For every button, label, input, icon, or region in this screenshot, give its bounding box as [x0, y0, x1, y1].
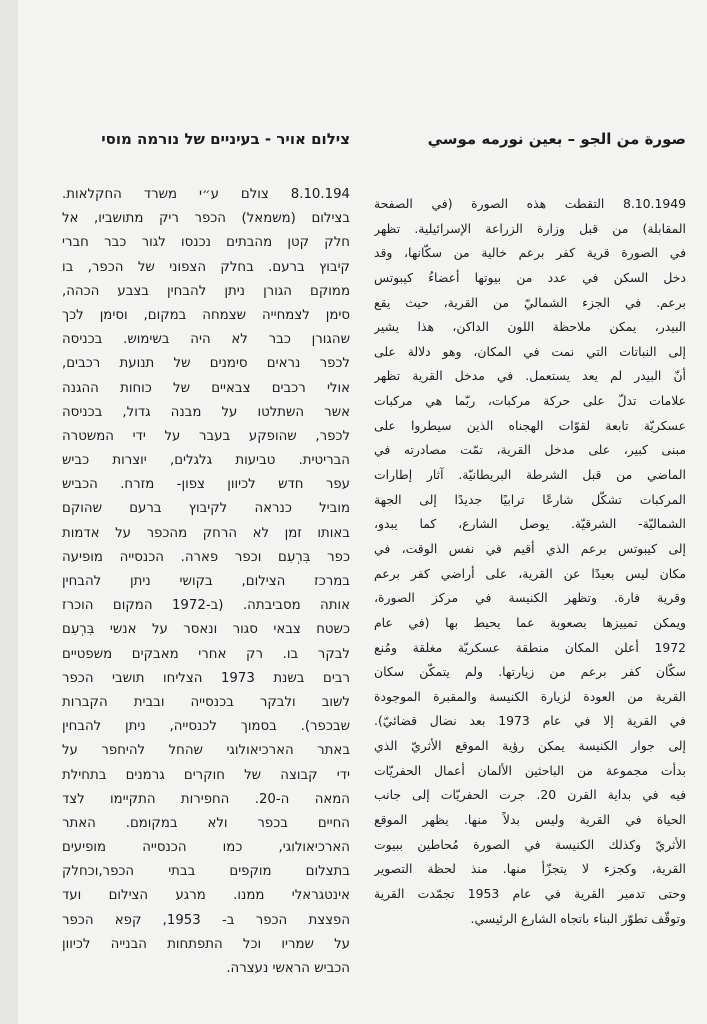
text-line: לשוב ולבקר בכנסייה ובבית הקברות [62, 694, 350, 710]
text-line: בצילום (משמאל) הכפר ריק מתושביו, אל [62, 211, 350, 227]
hebrew-column [62, 0, 350, 1024]
text-line: علامات تدلّ على حركة مركبات، ربّما هي مركبات [374, 393, 686, 409]
text-line: קיבוץ ברעם. בחלק הצפוני של הכפר, בו [62, 259, 350, 275]
text-line: إلى جوار الكنيسة يمكن رؤية الموقع الأثريّ الذي [374, 738, 686, 754]
text-line: عسكريّة تابعة لقوّات الهجناه الذين سيطروا على [374, 417, 686, 433]
text-line: סימן לצמחייה שצמחה במקום, וסימן לכך [62, 307, 350, 323]
text-line: الماضي من قبل الشرطة البريطانيّة. آثار إطارات [374, 467, 686, 483]
text-line: שהגורן כבר לא היה בשימוש. בכניסה [62, 332, 350, 348]
text-line: 8.10.1949 التقطت هذه الصورة (في الصفحة [374, 196, 686, 211]
hebrew-title: צילום אויר - בעיניים של נורמה מוסי [101, 130, 350, 148]
text-line: سكّان كفر برعم من زيارتها. ولم يتمكّن سكان [374, 664, 686, 680]
text-line: אינטגראלי ממנו. מרגע הצילום ועד [62, 888, 350, 904]
text-line: לכפר, שהופקע בעבר על ידי המשטרה [62, 428, 350, 444]
text-line: مكان ليس بعيدًا عن القرية، على أراضي كفر برعم [374, 565, 686, 581]
text-line: לכפר נראים סימנים של תנועת רכבים, [62, 356, 350, 372]
text-line: 1972 أعلن المكان منطقة عسكريّة مغلقة ومُنع [374, 639, 686, 655]
hebrew-text-body [62, 183, 350, 981]
text-line: المقابلة) من قبل وزارة الزراعة الإسرائيلية. تظهر [374, 220, 686, 236]
arabic-column [374, 0, 686, 1024]
text-line: אולי רכבים צבאיים של כוחות ההגנה [62, 380, 350, 396]
text-line: في الصورة قرية كفر برعم خالية من سكّانها، وقد [374, 245, 686, 261]
text-line: באותו זמן לא הרחק מהכפר על אדמות [62, 525, 350, 541]
text-line: ידי קבוצה של חוקרים גרמנים בתחילת [62, 767, 350, 783]
text-line: ويمكن تمييزها بصعوبة عما يحيط بها (في عام [374, 614, 686, 630]
text-line: أنّ البيدر لم يعد يستعمل. في مدخل القرية تظهر [374, 368, 686, 384]
arabic-text-body [374, 192, 686, 931]
text-line: المركبات تشكّل شارعًا ترابيًا جديدًا إلى الجهة [374, 491, 686, 507]
text-line: وقرية فارة. وتظهر الكنيسة في مركز الصورة، [374, 590, 686, 606]
text-line: الأثريّ وكذلك الكنيسة في الصورة مُحاطين ببيوت [374, 836, 686, 852]
text-line: לבקר בו. רק אחרי מאבקים משפטיים [62, 646, 350, 662]
text-line: הבריטית. טביעות גלגלים, יוצרות כביש [62, 453, 350, 469]
text-line: בתצלום מוקפים בבתי הכפר,וכחלק [62, 864, 350, 880]
text-line: الحياة في القرية وليس بدلاً منها. يظهر الموقع [374, 812, 686, 828]
text-line: برعم. في الجزء الشماليّ من القرية، حيث يقع [374, 294, 686, 310]
text-line: البيدر، يمكن ملاحظة اللون الداكن، هذا يشير [374, 319, 686, 335]
text-line: הפצצת הכפר ב- 1953, קפא הכפר [62, 912, 350, 928]
text-line: החיים בכפר ולא במקומם. האתר [62, 815, 350, 831]
text-line: כשטח צבאי סגור ונאסר על אנשי בִּרְעִם [62, 622, 350, 638]
text-line: دخل السكن في عدد من بيوتها أعضاءُ كيبوتس [374, 269, 686, 285]
text-line: في القرية إلا في عام 1973 بعد نضال قضائيّ). [374, 713, 686, 729]
text-line: על שמריו וכל התפתחות הבנייה לכיוון [62, 936, 350, 952]
text-line: فيه في بداية القرن 20. جرت الحفريّات إلى جانب [374, 787, 686, 803]
text-line: מוביל כנראה לקיבוץ ברעם שהוקם [62, 501, 350, 517]
text-line: إلى كيبوتس برعم الذي أقيم في نفس الوقت، في [374, 540, 686, 556]
text-line: ממוקם הגורן ניתן להבחין בצבע הכהה, [62, 283, 350, 299]
text-line: כפר בִּרְעִם וכפר פארה. הכנסייה מופיעה [62, 549, 350, 565]
text-line: המאה ה-20. החפירות התקיימו לצד [62, 791, 350, 807]
text-line: بدأت مجموعة من الباحثين الألمان أعمال الحفريّات [374, 762, 686, 778]
text-line: הכביש הראשי נעצרה. [226, 961, 350, 976]
text-line: רבים בשנת 1973 הצליחו תושבי הכפר [62, 670, 350, 686]
text-line: אשר השתלטו על מבנה גדול, בכניסה [62, 404, 350, 420]
text-line: وتوقّف تطوّر البناء باتجاه الشارع الرئيسي. [470, 910, 686, 926]
text-line: مبنى كبير، على مدخل القرية، تمّت مصادرته في [374, 442, 686, 458]
text-line: إلى النباتات التي نمت في المكان، وهو دلالة على [374, 343, 686, 359]
arabic-title: صورة من الجو – بعين نورمه موسي [427, 130, 686, 148]
document-page [18, 0, 707, 1024]
text-line: 8.10.194 צולם ע״י משרד החקלאות. [62, 187, 350, 202]
text-line: באתר הארכיאולוגי שהחל להיחפר על [62, 743, 350, 759]
text-line: القرية، وكجزء لا يتجزّأ منها. منذ لحظة التصوير [374, 861, 686, 877]
text-line: שבכפר). בסמוך לכנסייה, ניתן להבחין [62, 719, 350, 735]
text-line: القرية من العودة لزيارة الكنيسة والمقبرة الموجودة [374, 688, 686, 704]
text-line: الشماليّة- الشرقيّة. يوصل الشارع، كما يبدو، [374, 516, 686, 532]
text-line: עפר חדש לכיוון צפון- מזרח. הכביש [62, 477, 350, 493]
text-line: אותה מסביבתה. (ב-1972 המקום הוכרז [62, 598, 350, 614]
text-line: במרכז הצילום, בקושי ניתן להבחין [62, 574, 350, 589]
text-line: חלק קטן מהבתים נכנסו לגור כבר חברי [62, 235, 350, 251]
text-line: وحتى تدمير القرية في عام 1953 تجمّدت القرية [374, 885, 686, 901]
text-line: הארכיאולוגי, כמו הכנסייה מופיעים [62, 840, 350, 856]
